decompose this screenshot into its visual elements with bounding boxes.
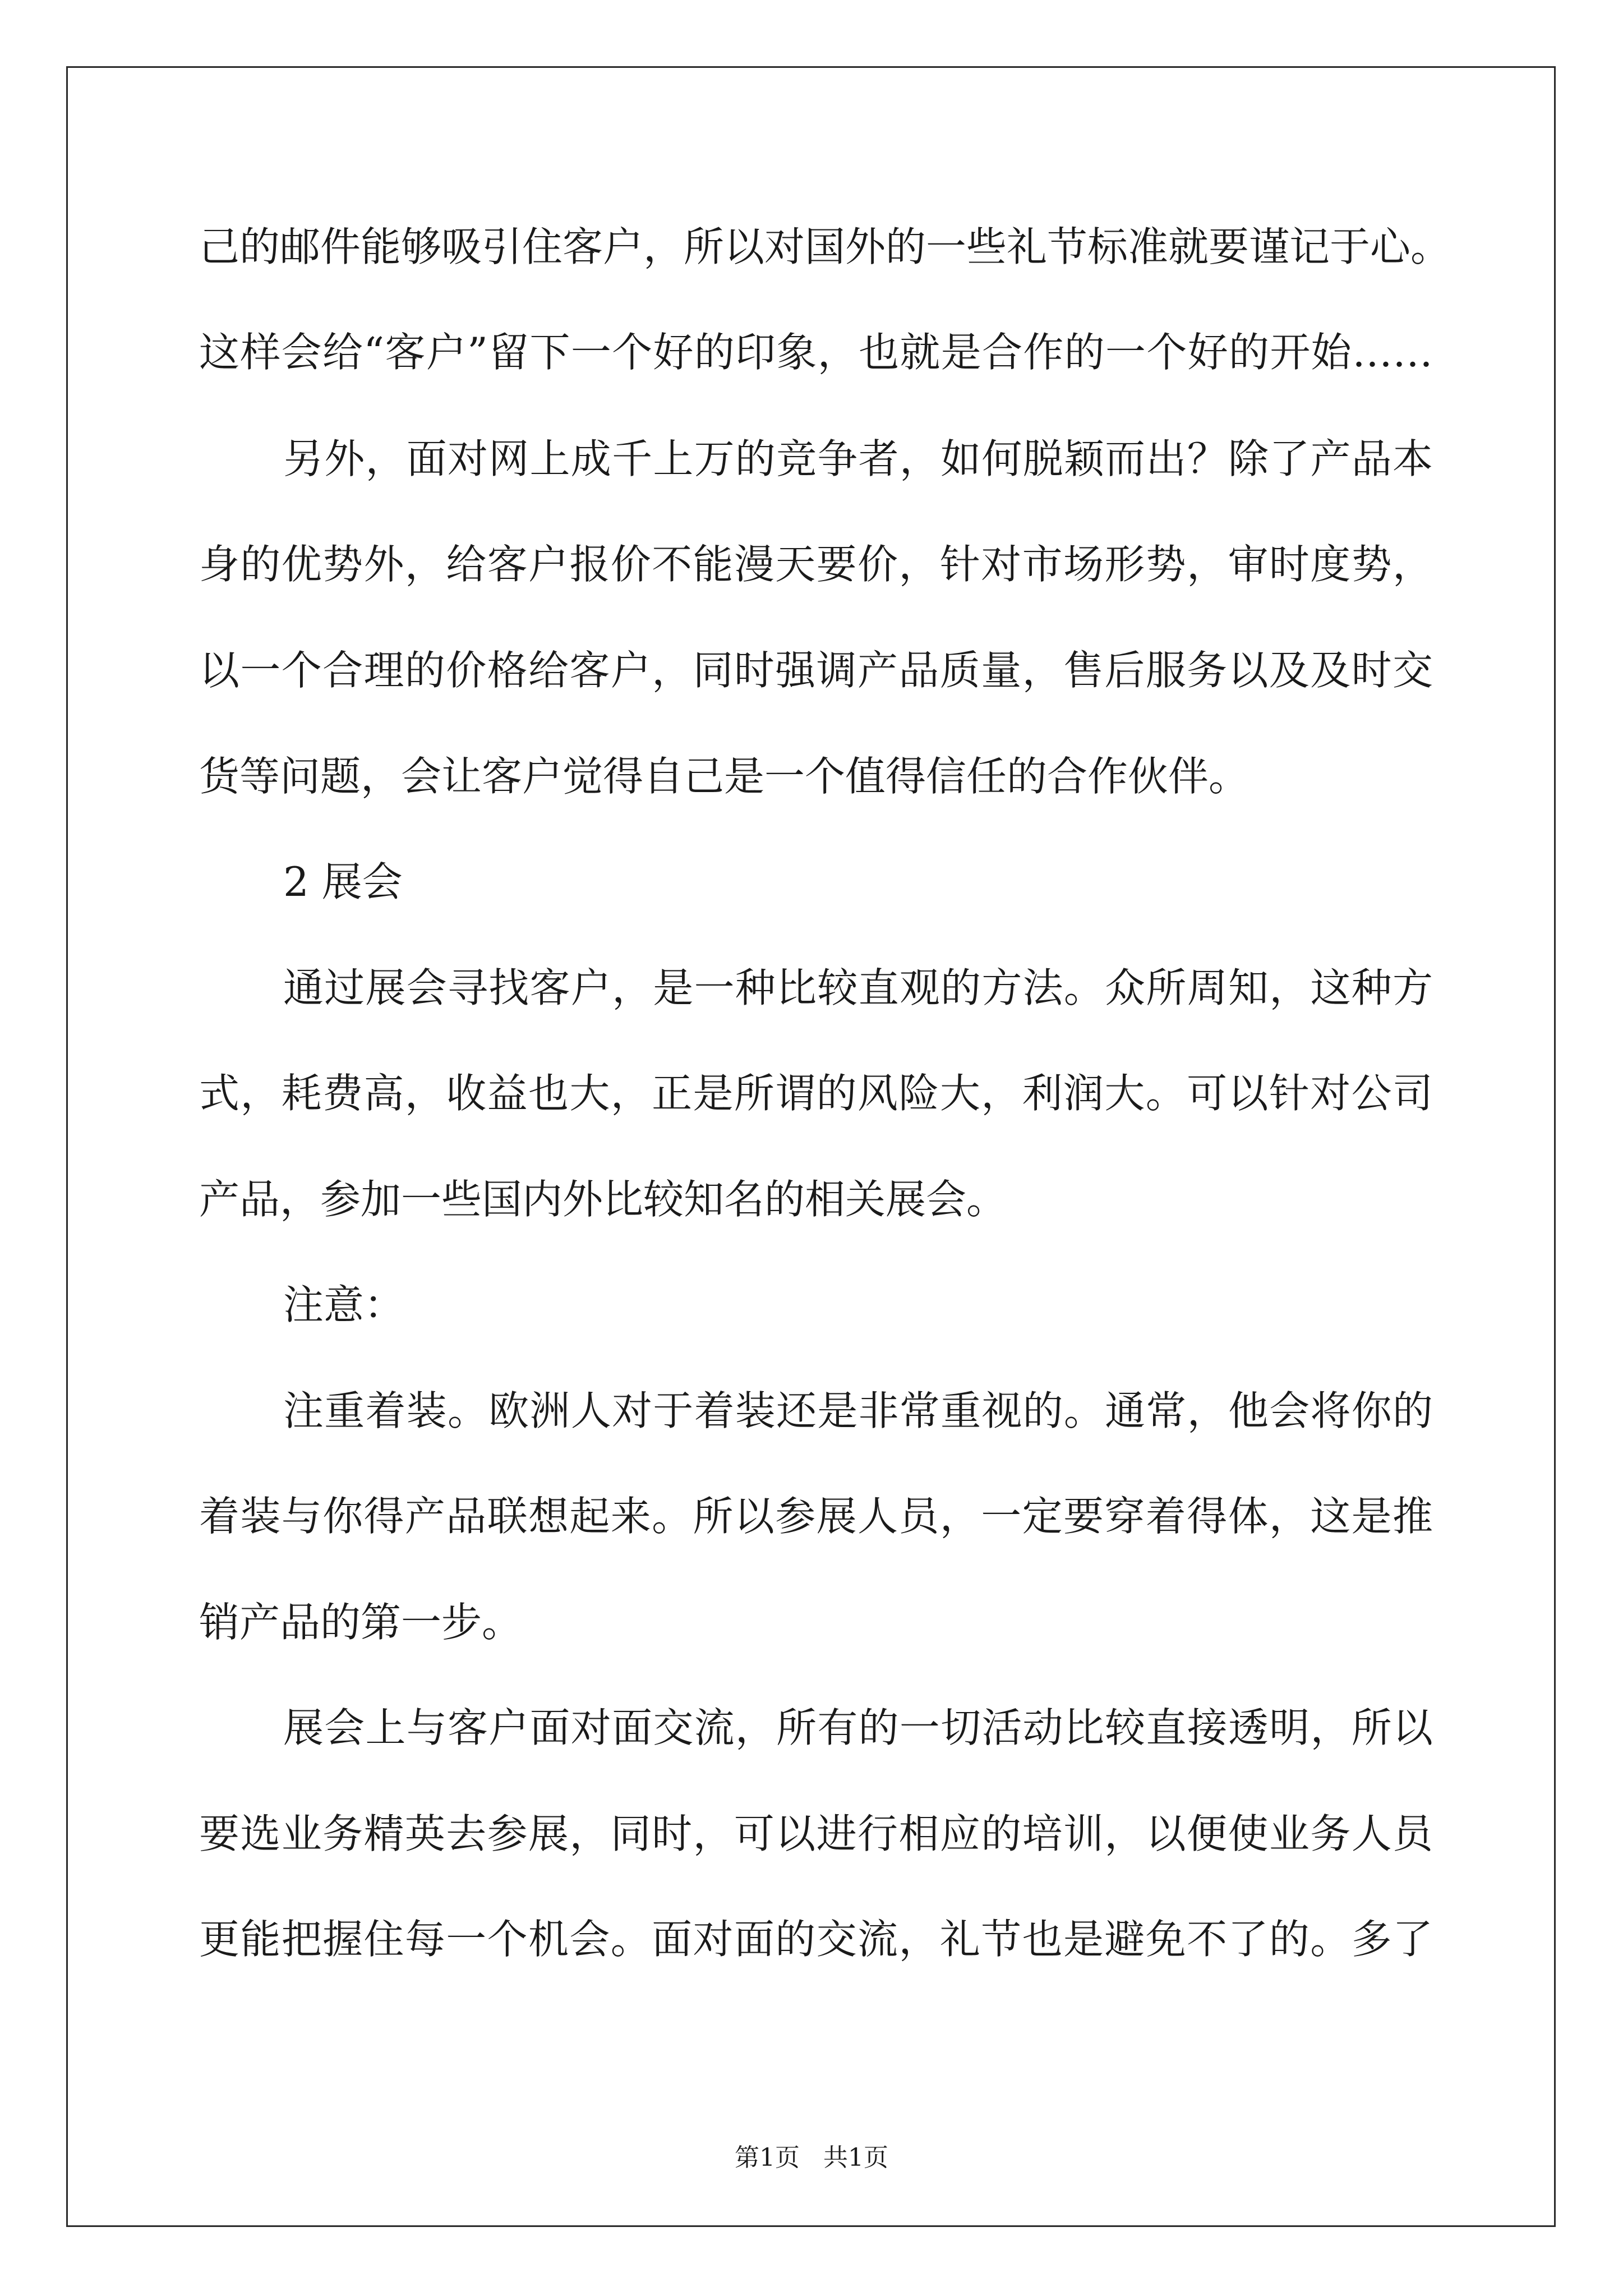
section-heading: 2 展会 (283, 858, 403, 905)
text-line: 销产品的第一步。 (199, 1599, 523, 1646)
text-line: 产品，参加一些国内外比较知名的相关展会。 (199, 1176, 1007, 1223)
page-border (66, 66, 1556, 2227)
text-line: 另外，面对网上成千上万的竞争者，如何脱颖而出？除了产品本 (283, 435, 1433, 482)
text-line: 货等问题，会让客户觉得自己是一个值得信任的合作伙伴。 (199, 753, 1249, 800)
text-line: 注意： (283, 1281, 405, 1328)
text-line: 己的邮件能够吸引住客户，所以对国外的一些礼节标准就要谨记于心。 (199, 223, 1451, 270)
text-line: 着装与你得产品联想起来。所以参展人员，一定要穿着得体，这是推 (199, 1493, 1433, 1540)
text-line: 以一个合理的价格给客户，同时强调产品质量，售后服务以及及时交 (199, 647, 1433, 694)
page-number-footer: 第1页 共1页 (735, 2143, 888, 2172)
text-line: 展会上与客户面对面交流，所有的一切活动比较直接透明，所以 (283, 1704, 1433, 1751)
text-line: 这样会给“客户”留下一个好的印象，也就是合作的一个好的开始…… (199, 329, 1433, 376)
text-line: 式，耗费高，收益也大，正是所谓的风险大，利润大。可以针对公司 (199, 1070, 1433, 1117)
text-line: 身的优势外，给客户报价不能漫天要价，针对市场形势，审时度势， (199, 541, 1433, 588)
text-line: 要选业务精英去参展，同时，可以进行相应的培训，以便使业务人员 (199, 1810, 1433, 1857)
text-line: 通过展会寻找客户，是一种比较直观的方法。众所周知，这种方 (283, 964, 1433, 1011)
text-line: 注重着装。欧洲人对于着装还是非常重视的。通常，他会将你的 (283, 1387, 1433, 1434)
text-line: 更能把握住每一个机会。面对面的交流，礼节也是避免不了的。多了 (199, 1916, 1433, 1963)
